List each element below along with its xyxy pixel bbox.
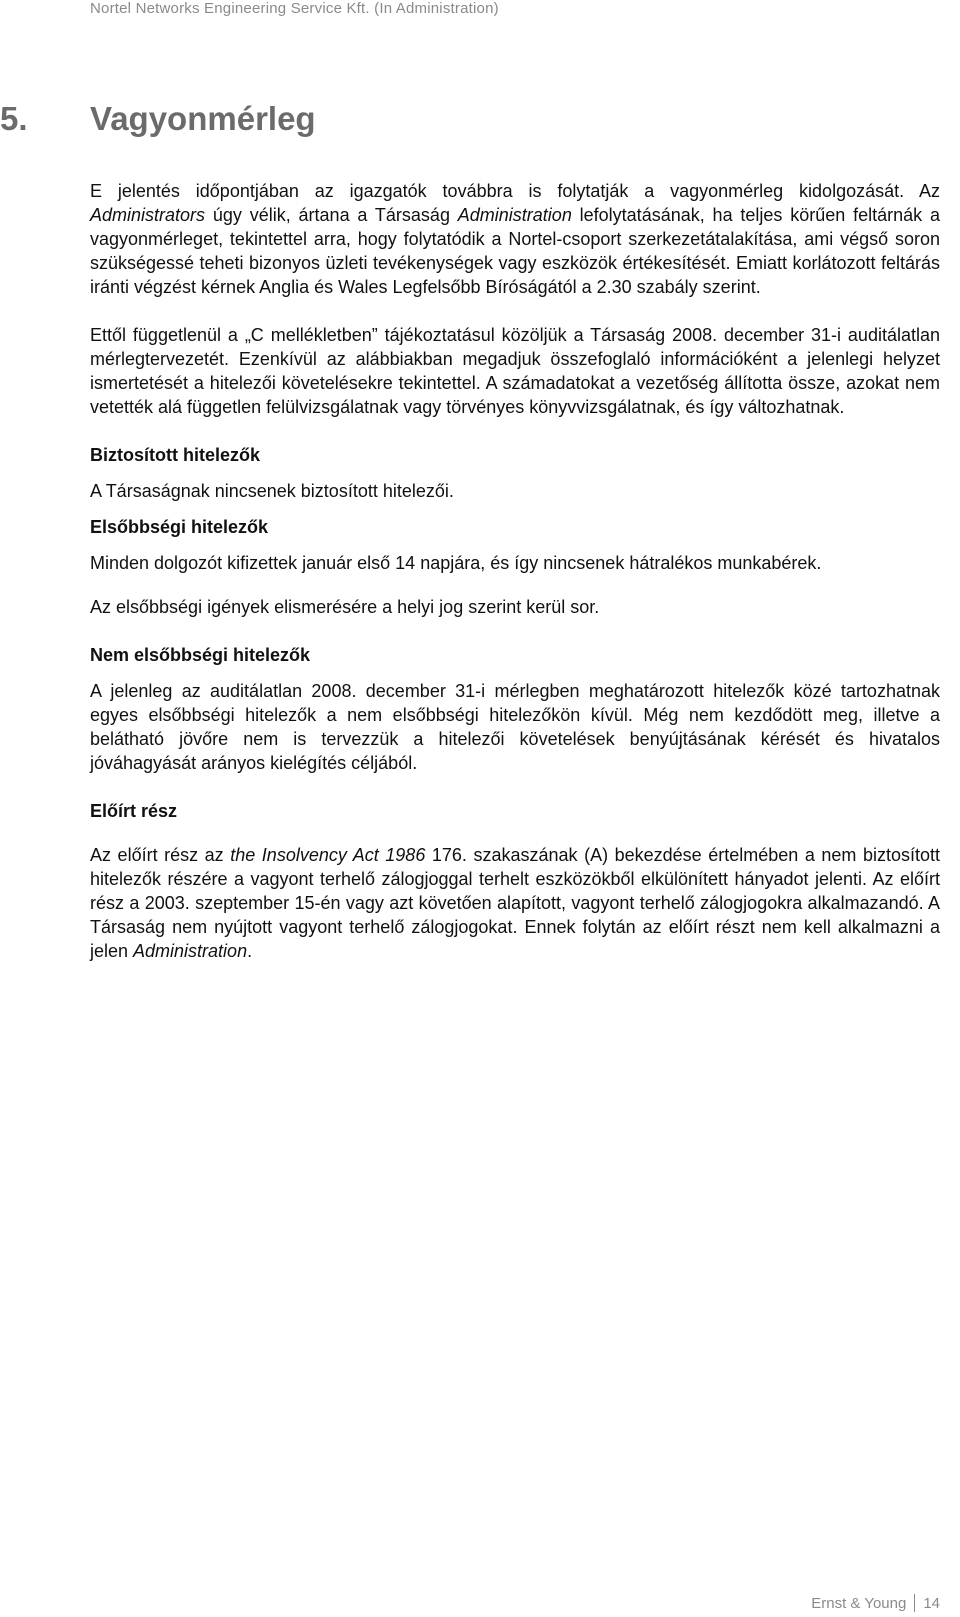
footer-divider bbox=[914, 1594, 915, 1612]
preferential-text-2: Az elsőbbségi igények elismerésére a helyi jog szerint kerül sor. bbox=[90, 597, 600, 617]
unsecured-creditors-text: A jelenleg az auditálatlan 2008. december 31-i mérlegben meghatározott hitelezők közé tartozhatnak egyes elsőbbségi hitelezők a nem elsőbbségi hitelezőkön kívül. Még nem kezdődött meg, illetve a belátható jövőre nem is tervezzük a hitelezői követelések benyújtásának kérését és hivatalos jóváhagyását arányos kielégítés céljából. bbox=[90, 681, 940, 773]
section-title: Vagyonmérleg bbox=[90, 100, 316, 137]
document-body bbox=[90, 179, 940, 963]
firm-name: Ernst & Young bbox=[811, 1594, 907, 1612]
italic-run: the Insolvency Act 1986 bbox=[230, 845, 426, 865]
text-run: 176. szakaszának (A) bekezdése értelmében a nem biztosított hitelezők részére a vagyont terhelő zálogjoggal terhelt eszközökből elkülönített hányadot jelenti. Az előírt rész a 2003. szeptember 15-én vagy azt követően alapított, vagyont terhelő zálogjogokra alkalmazandó. A Társaság nem nyújtott vagyont terhelő zálogjogokat. Ennek folytán az előírt részt nem kell alkalmazni a jelen bbox=[90, 845, 940, 961]
heading-unsecured-creditors: Nem elsőbbségi hitelezők bbox=[90, 645, 311, 665]
italic-run: Administrators bbox=[90, 205, 206, 225]
page-number: 14 bbox=[923, 1594, 940, 1612]
preferential-text-1: Minden dolgozót kifizettek január első 14 napjára, és így nincsenek hátralékos munkabérek. bbox=[90, 553, 822, 573]
text-run: lefolytatásának, ha teljes körűen feltárnák a vagyonmérleget, tekintettel arra, hogy folytatódik a Nortel-csoport szerkezetátalakítása, ami végső soron szükségessé teheti bizonyos üzleti tevékenységek vagy eszközök értékesítését. Emiatt korlátozott feltárás iránti végzést kérnek Anglia és Wales Legfelsőbb Bíróságától a 2.30 szabály szerint. bbox=[90, 205, 940, 297]
heading-preferential-creditors: Elsőbbségi hitelezők bbox=[90, 517, 269, 537]
text-run: Az előírt rész az bbox=[90, 845, 231, 865]
running-header: Nortel Networks Engineering Service Kft. (In Administration) bbox=[90, 0, 499, 17]
intro-paragraph-2: Ettől függetlenül a „C mellékletben” tájékoztatásul közöljük a Társaság 2008. december 31-i auditálatlan mérlegtervezetét. Ezenkívül az alábbiakban megadjuk összefoglaló információként a jelenlegi helyzet ismertetését a hitelezői követelésekre tekintettel. A számadatokat a vezetőség állította össze, azokat nem vetették alá független felülvizsgálatnak vagy törvényes könyvvizsgálatnak, és így változhatnak. bbox=[90, 325, 940, 417]
intro-paragraph-1 bbox=[90, 179, 940, 299]
heading-prescribed-part: Előírt rész bbox=[90, 801, 178, 821]
italic-run: Administration bbox=[133, 941, 248, 961]
text-run: úgy vélik, ártana a Társaság bbox=[205, 205, 458, 225]
section-heading bbox=[0, 100, 316, 138]
secured-creditors-text: A Társaságnak nincsenek biztosított hitelezői. bbox=[90, 481, 454, 501]
text-run: E jelentés időpontjában az igazgatók továbbra is folytatják a vagyonmérleg kidolgozását. Az bbox=[90, 181, 940, 201]
heading-secured-creditors: Biztosított hitelezők bbox=[90, 445, 260, 465]
section-number: 5. bbox=[0, 100, 28, 137]
prescribed-part-text bbox=[90, 843, 940, 963]
text-run: . bbox=[247, 941, 253, 961]
page-footer bbox=[811, 1594, 940, 1612]
italic-run: Administration bbox=[457, 205, 572, 225]
